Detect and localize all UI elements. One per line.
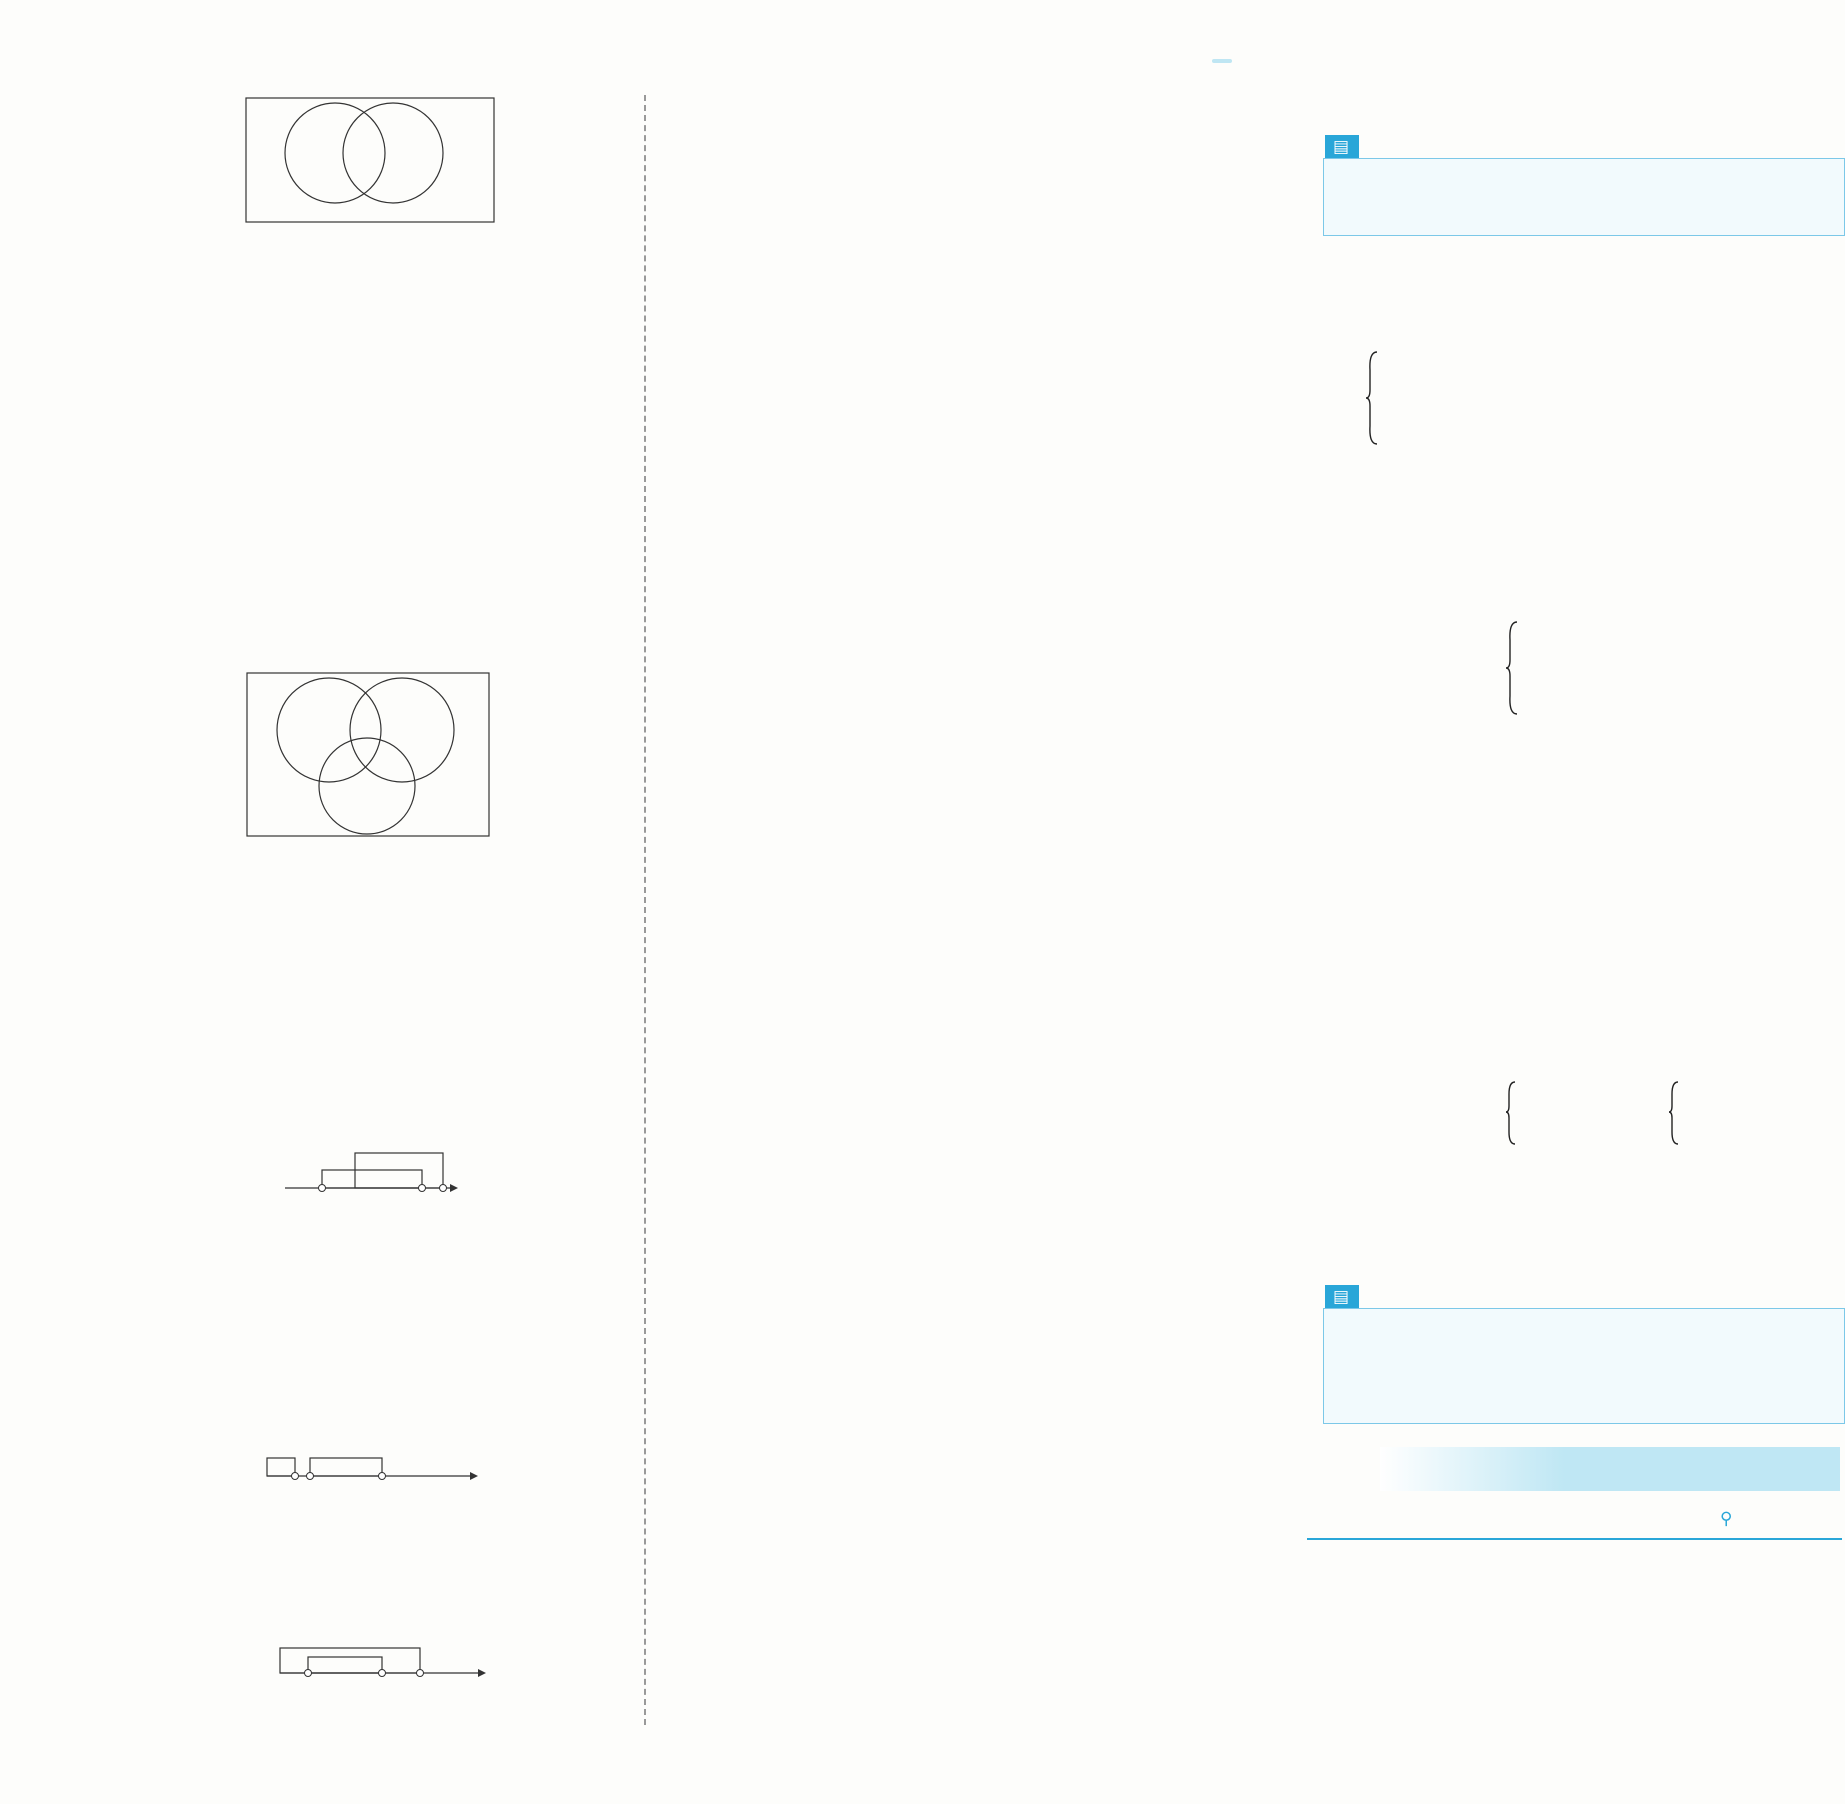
tip-label-2	[1325, 1285, 1359, 1309]
book-icon: ▤	[1333, 1287, 1350, 1306]
search-icon: ⚲	[1720, 1509, 1733, 1529]
section-banner	[1380, 1447, 1840, 1491]
tip-box-2	[1323, 1308, 1845, 1424]
venn-diagram-2	[246, 672, 490, 837]
q9-sys2-brace-1	[1505, 1080, 1517, 1146]
venn-diagram-1	[245, 97, 495, 223]
number-line-figure-3	[275, 1645, 495, 1705]
number-line-figure-2	[262, 1450, 482, 1510]
subsection-ref[interactable]	[1720, 1509, 1732, 1529]
page-number	[1212, 59, 1232, 63]
q8-brace	[1365, 350, 1379, 446]
page-header	[1192, 48, 1232, 68]
subsection-rule	[1307, 1538, 1842, 1540]
book-icon: ▤	[1333, 137, 1350, 156]
tip-box-1	[1323, 158, 1845, 236]
q9-sys2-brace-2	[1668, 1080, 1680, 1146]
tip-label-1	[1325, 135, 1359, 159]
q9-brace	[1505, 620, 1519, 716]
number-line-figure-1	[280, 1148, 460, 1218]
column-divider	[644, 95, 646, 1725]
